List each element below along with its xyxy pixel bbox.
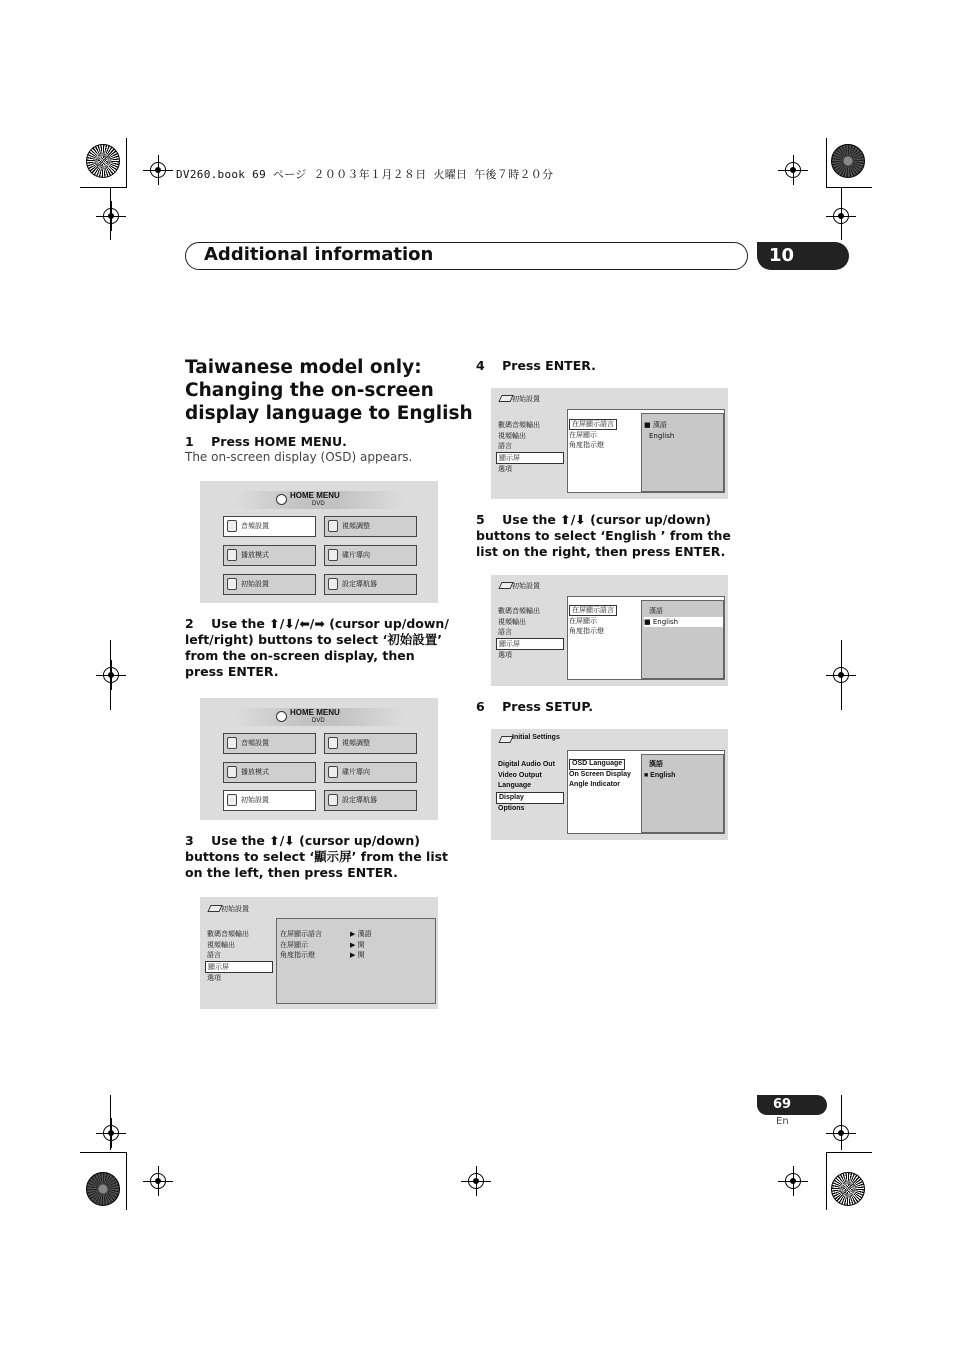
- right-list: [644, 606, 723, 627]
- list-item[interactable]: 語言: [498, 628, 512, 636]
- list-item[interactable]: English: [649, 431, 675, 440]
- mid-list: [569, 759, 631, 791]
- menu-audio-settings[interactable]: [223, 516, 316, 537]
- right-list: [644, 420, 674, 441]
- screen-title: 初始設置: [512, 395, 540, 403]
- speaker-icon: [227, 737, 237, 749]
- home-menu-title: HOME MENU: [290, 491, 340, 500]
- registration-mark-icon: [833, 208, 849, 224]
- right-list: [350, 929, 372, 961]
- list-item-selected[interactable]: 顯示屏: [496, 638, 564, 651]
- registration-mark-icon: [833, 1125, 849, 1141]
- step-2: [185, 616, 455, 680]
- step-1-note: The on-screen display (OSD) appears.: [185, 450, 413, 464]
- menu-label: 設定導航器: [342, 796, 377, 804]
- list-item[interactable]: Digital Audio Out: [498, 761, 555, 768]
- step-1: [185, 434, 347, 450]
- mid-list: [280, 929, 322, 961]
- step-text: Press ENTER.: [502, 358, 596, 373]
- video-icon: [328, 520, 338, 532]
- initial-settings-screen: [491, 388, 728, 499]
- step-5: [476, 512, 746, 560]
- list-item[interactable]: Video Output: [498, 771, 542, 779]
- step-4: [476, 358, 596, 374]
- step-number: 2: [185, 616, 194, 631]
- menu-play-mode[interactable]: [223, 545, 316, 566]
- step-number: 5: [476, 512, 485, 527]
- list-item[interactable]: 角度指示燈: [569, 627, 604, 635]
- list-item[interactable]: 視頻輸出: [207, 940, 235, 949]
- screen-title: 初始設置: [512, 582, 540, 590]
- screen-title: Initial Settings: [512, 734, 560, 741]
- registration-mark-icon: [150, 162, 166, 178]
- list-item-selected[interactable]: 顯示屏: [496, 452, 564, 465]
- list-item[interactable]: Language: [498, 782, 532, 789]
- home-menu-screen: [200, 481, 438, 603]
- menu-label: 初始設置: [241, 580, 269, 588]
- settings-icon: [227, 794, 237, 806]
- step-number: 6: [476, 699, 485, 714]
- menu-video-adjust[interactable]: [324, 733, 417, 754]
- registration-mark-icon: [103, 1125, 119, 1141]
- left-list: [496, 420, 564, 475]
- menu-label: 設定導航器: [342, 580, 377, 588]
- list-item[interactable]: 漢語: [649, 761, 663, 768]
- menu-initial-settings[interactable]: [223, 790, 316, 811]
- list-item[interactable]: 數碼音頻輸出: [498, 607, 540, 615]
- speaker-icon: [227, 520, 237, 532]
- menu-disc-navigator[interactable]: [324, 545, 417, 566]
- list-item-selected[interactable]: 顯示屏: [205, 961, 273, 974]
- list-item[interactable]: On Screen Display: [569, 770, 631, 778]
- menu-audio-settings[interactable]: [223, 733, 316, 754]
- list-item[interactable]: 漢語: [649, 607, 663, 615]
- list-item[interactable]: ▶ 開: [350, 940, 365, 949]
- list-item[interactable]: 角度指示燈: [569, 441, 604, 449]
- play-mode-icon: [227, 766, 237, 778]
- register-star-icon: [86, 1172, 120, 1206]
- list-item[interactable]: 數碼音頻輸出: [207, 930, 249, 938]
- section-title: Taiwanese model only: Changing the on-screen display language to English: [185, 357, 473, 424]
- menu-label: 碟片導向: [342, 768, 370, 776]
- registration-mark-icon: [103, 208, 119, 224]
- navigator-icon: [328, 578, 338, 590]
- menu-initial-settings[interactable]: [223, 574, 316, 595]
- menu-disc-navigator[interactable]: [324, 762, 417, 783]
- list-item[interactable]: 選項: [498, 651, 512, 659]
- step-3: [185, 833, 455, 881]
- registration-mark-icon: [468, 1173, 484, 1189]
- right-list: [644, 760, 675, 781]
- list-item[interactable]: 視頻輸出: [498, 617, 526, 626]
- list-item-selected[interactable]: ■ English: [644, 771, 676, 779]
- menu-video-adjust[interactable]: [324, 516, 417, 537]
- list-item[interactable]: ▶ 開: [350, 951, 365, 959]
- menu-label: 播放模式: [241, 551, 269, 559]
- menu-label: 碟片導向: [342, 551, 370, 559]
- list-item[interactable]: 視頻輸出: [498, 431, 526, 440]
- video-icon: [328, 737, 338, 749]
- menu-label: 初始設置: [241, 796, 269, 804]
- list-item[interactable]: 語言: [207, 951, 221, 959]
- step-number: 4: [476, 358, 485, 373]
- register-star-icon: [86, 144, 120, 178]
- list-item[interactable]: 數碼音頻輸出: [498, 421, 540, 429]
- menu-label: 播放模式: [241, 768, 269, 776]
- initial-settings-screen: [491, 575, 728, 686]
- list-item-selected[interactable]: Display: [496, 792, 564, 805]
- initial-settings-screen: [200, 897, 438, 1009]
- list-item-selected[interactable]: OSD Language: [569, 759, 625, 770]
- register-star-icon: [831, 144, 865, 178]
- list-item-selected[interactable]: ■ English: [644, 617, 723, 628]
- list-item-selected[interactable]: 在屏顯示語言: [569, 605, 617, 616]
- disc-icon: [276, 494, 287, 505]
- left-list: [496, 760, 564, 815]
- menu-setup-navigator[interactable]: [324, 790, 417, 811]
- home-menu-sub: DVD: [312, 501, 325, 507]
- list-item[interactable]: 語言: [498, 442, 512, 450]
- registration-mark-icon: [833, 667, 849, 683]
- list-item[interactable]: 選項: [207, 974, 221, 982]
- list-item[interactable]: 角度指示燈: [280, 951, 315, 959]
- registration-mark-icon: [785, 1173, 801, 1189]
- menu-label: 視頻調整: [342, 739, 370, 747]
- menu-label: 視頻調整: [342, 522, 370, 530]
- list-item[interactable]: 在屏顯示語言: [280, 930, 322, 938]
- home-menu-sub: DVD: [312, 718, 325, 724]
- step-text: Press HOME MENU.: [211, 434, 347, 449]
- step-text: Use the ⬆/⬇ (cursor up/down) buttons to select ‘English ’ from the list on the right, then press ENTER.: [476, 512, 731, 559]
- list-item[interactable]: 選項: [498, 465, 512, 473]
- menu-label: 音頻設置: [241, 739, 269, 747]
- navigator-icon: [328, 794, 338, 806]
- list-item[interactable]: 在屏顯示: [280, 940, 308, 949]
- chapter-number: 10: [757, 242, 849, 270]
- left-list: [205, 929, 273, 984]
- page-number: 69: [757, 1095, 827, 1115]
- disc-nav-icon: [328, 766, 338, 778]
- step-number: 1: [185, 434, 194, 449]
- list-item-selected[interactable]: 在屏顯示語言: [569, 419, 617, 430]
- register-star-icon: [831, 1172, 865, 1206]
- menu-label: 音頻設置: [241, 522, 269, 530]
- header-title: Additional information: [204, 244, 434, 265]
- mid-list: [569, 605, 617, 637]
- registration-mark-icon: [150, 1173, 166, 1189]
- menu-play-mode[interactable]: [223, 762, 316, 783]
- step-6: [476, 699, 593, 715]
- list-item[interactable]: 在屏顯示: [569, 616, 597, 625]
- settings-icon: [227, 578, 237, 590]
- play-mode-icon: [227, 549, 237, 561]
- list-item[interactable]: ▶ 漢語: [350, 930, 372, 938]
- list-item[interactable]: ■ 漢語: [644, 421, 667, 429]
- menu-setup-navigator[interactable]: [324, 574, 417, 595]
- list-item[interactable]: 在屏顯示: [569, 430, 597, 439]
- mid-list: [569, 419, 617, 451]
- step-text: Use the ⬆/⬇ (cursor up/down) buttons to select ‘顯示屏’ from the list on the left, then press ENTER.: [185, 833, 449, 880]
- registration-mark-icon: [103, 667, 119, 683]
- disc-icon: [276, 711, 287, 722]
- disc-nav-icon: [328, 549, 338, 561]
- step-number: 3: [185, 833, 194, 848]
- print-info-line: DV260.book 69 ページ ２００３年１月２８日 火曜日 午後７時２０分: [176, 168, 554, 181]
- registration-mark-icon: [785, 162, 801, 178]
- home-menu-title: HOME MENU: [290, 708, 340, 717]
- initial-settings-screen-english: [491, 729, 728, 840]
- language-code: En: [776, 1116, 789, 1127]
- list-item[interactable]: Angle Indicator: [569, 781, 620, 788]
- step-text: Press SETUP.: [502, 699, 593, 714]
- home-menu-screen: [200, 698, 438, 820]
- list-item[interactable]: Options: [498, 805, 525, 812]
- left-list: [496, 606, 564, 661]
- step-text: Use the ⬆/⬇/⬅/➡ (cursor up/down/ left/right) buttons to select ‘初始設置’ from the on-screen display, then press ENTER.: [185, 616, 449, 679]
- screen-title: 初始設置: [221, 905, 249, 913]
